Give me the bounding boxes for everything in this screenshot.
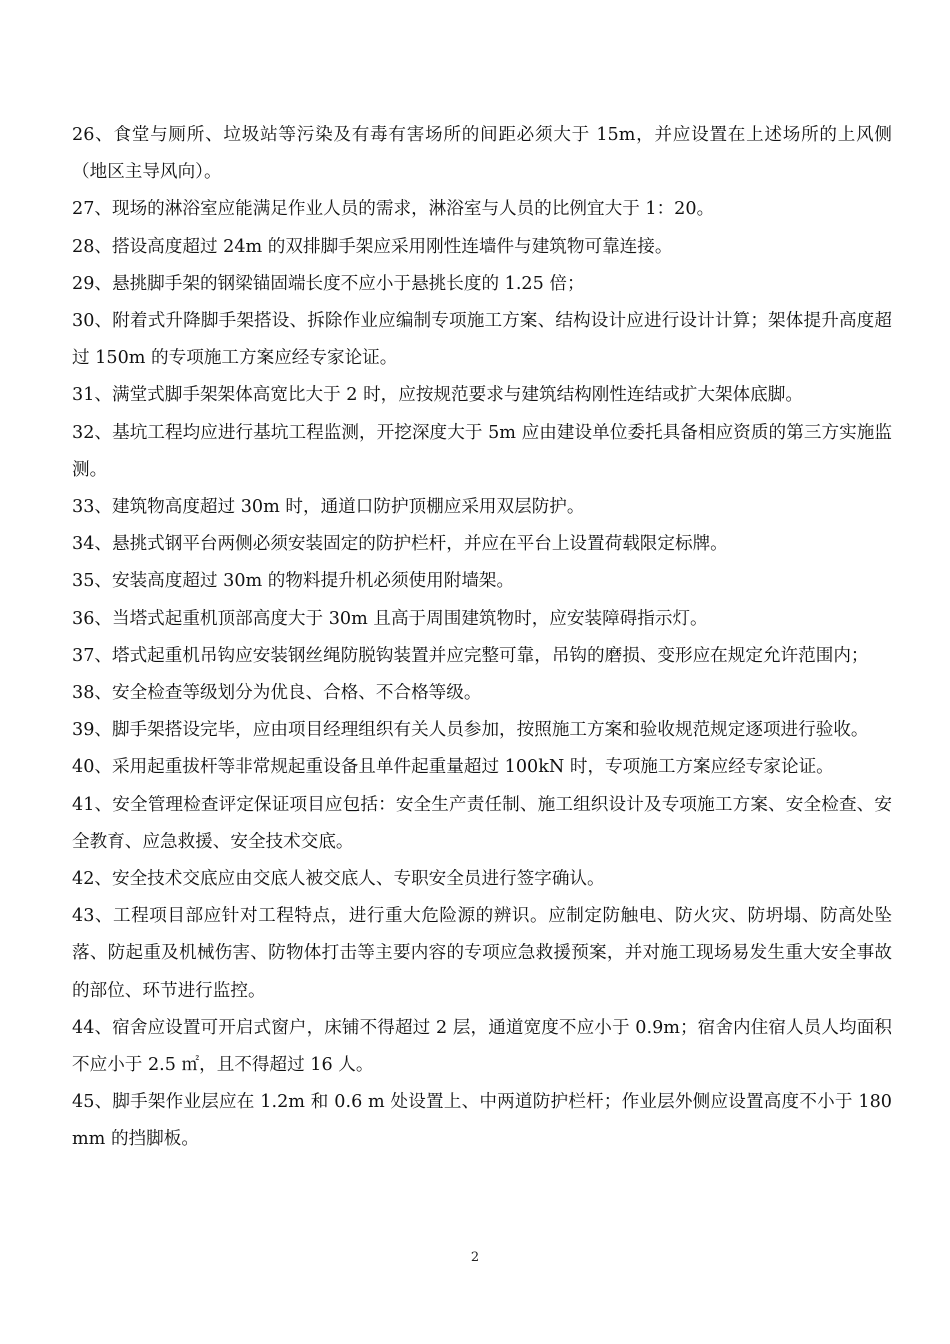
list-item: 31、满堂式脚手架架体高宽比大于 2 时，应按规范要求与建筑结构刚性连结或扩大架体底脚。: [72, 385, 803, 406]
item-list: [72, 117, 892, 1159]
list-item: 32、基坑工程均应进行基坑工程监测，开挖深度大于 5m 应由建设单位委托具备相应资质的第三方实施监测。: [72, 422, 892, 480]
list-item: 37、塔式起重机吊钩应安装钢丝绳防脱钩装置并应完整可靠，吊钩的磨损、变形应在规定允许范围内；: [72, 645, 869, 666]
list-item: 42、安全技术交底应由交底人被交底人、专职安全员进行签字确认。: [72, 869, 605, 890]
list-item: 35、安装高度超过 30m 的物料提升机必须使用附墙架。: [72, 571, 515, 592]
list-item: 43、工程项目部应针对工程特点，进行重大危险源的辨识。应制定防触电、防火灾、防坍塌、防高处坠落、防起重及机械伤害、防物体打击等主要内容的专项应急救援预案，并对施工现场易发生重大安全事故的部位、环节进行监控。: [72, 906, 892, 1001]
list-item: 44、宿舍应设置可开启式窗户，床铺不得超过 2 层，通道宽度不应小于 0.9m；宿舍内住宿人员人均面积不应小于 2.5 ㎡，且不得超过 16 人。: [72, 1017, 892, 1076]
list-item: 34、悬挑式钢平台两侧必须安装固定的防护栏杆，并应在平台上设置荷载限定标牌。: [72, 534, 728, 555]
list-item: 33、建筑物高度超过 30m 时，通道口防护顶棚应采用双层防护。: [72, 497, 585, 518]
list-item: 27、现场的淋浴室应能满足作业人员的需求，淋浴室与人员的比例宜大于 1：20。: [72, 199, 715, 220]
list-item: 38、安全检查等级划分为优良、合格、不合格等级。: [72, 683, 482, 704]
list-item: 40、采用起重拔杆等非常规起重设备且单件起重量超过 100kN 时，专项施工方案应经专家论证。: [72, 757, 834, 778]
list-item: 29、悬挑脚手架的钢梁锚固端长度不应小于悬挑长度的 1.25 倍；: [72, 273, 585, 294]
list-item: 39、脚手架搭设完毕，应由项目经理组织有关人员参加，按照施工方案和验收规范规定逐项进行验收。: [72, 720, 869, 741]
list-item: 30、附着式升降脚手架搭设、拆除作业应编制专项施工方案、结构设计应进行设计计算；架体提升高度超过 150m 的专项施工方案应经专家论证。: [72, 311, 892, 369]
list-item: 28、搭设高度超过 24m 的双排脚手架应采用刚性连墙件与建筑物可靠连接。: [72, 236, 673, 257]
list-item: 45、脚手架作业层应在 1.2m 和 0.6 m 处设置上、中两道防护栏杆；作业层外侧应设置高度不小于 180mm 的挡脚板。: [72, 1092, 892, 1150]
list-item: 41、安全管理检查评定保证项目应包括：安全生产责任制、施工组织设计及专项施工方案、安全检查、安全教育、应急救援、安全技术交底。: [72, 794, 892, 852]
page-number: 2: [470, 1250, 480, 1265]
list-item: 36、当塔式起重机顶部高度大于 30m 且高于周围建筑物时，应安装障碍指示灯。: [72, 608, 708, 629]
list-item: 26、食堂与厕所、垃圾站等污染及有毒有害场所的间距必须大于 15m，并应设置在上述场所的上风侧（地区主导风向）。: [72, 125, 892, 183]
